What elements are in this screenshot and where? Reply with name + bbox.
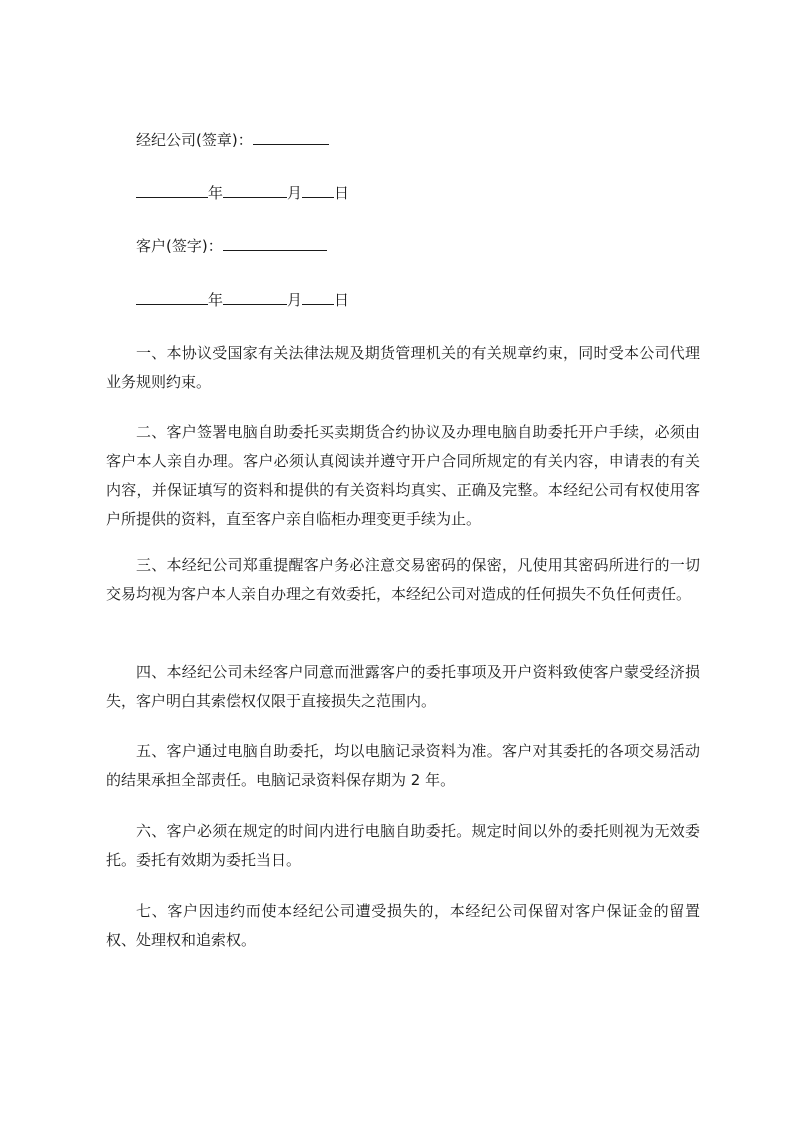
client-signature-label: 客户(签字)： <box>136 237 223 255</box>
client-signature-line <box>136 236 327 256</box>
broker-signature-blank <box>253 130 329 145</box>
clause-2: 二、客户签署电脑自助委托买卖期货合约协议及办理电脑自助委托开户手续，必须由客户本人亲自办理。客户必须认真阅读并遵守开户合同所规定的有关内容，申请表的有关内容，并保证填写的资料和提供的有关资料均真实、正确及完整。本经纪公司有权使用客户所提供的资料，直至客户亲自临柜办理变更手续为止。 <box>106 423 700 528</box>
broker-signature-label: 经纪公司(签章)： <box>136 131 253 149</box>
client-signature-blank <box>223 236 327 251</box>
clause-4: 四、本经纪公司未经客户同意而泄露客户的委托事项及开户资料致使客户蒙受经济损失，客户明白其索偿权仅限于直接损失之范围内。 <box>106 663 700 710</box>
clause-3: 三、本经纪公司郑重提醒客户务必注意交易密码的保密，凡使用其密码所进行的一切交易均视为客户本人亲自办理之有效委托，本经纪公司对造成的任何损失不负任何责任。 <box>106 556 700 603</box>
broker-day-label: 日 <box>334 184 350 202</box>
broker-date-line <box>136 183 349 203</box>
broker-signature-line <box>136 130 329 150</box>
client-year-label: 年 <box>208 291 224 309</box>
broker-month-blank <box>223 183 287 198</box>
client-month-blank <box>223 290 287 305</box>
clause-6: 六、客户必须在规定的时间内进行电脑自助委托。规定时间以外的委托则视为无效委托。委托有效期为委托当日。 <box>106 822 700 869</box>
broker-year-blank <box>136 183 208 198</box>
broker-month-label: 月 <box>287 184 303 202</box>
broker-year-label: 年 <box>208 184 224 202</box>
client-year-blank <box>136 290 208 305</box>
clause-1: 一、本协议受国家有关法律法规及期货管理机关的有关规章约束，同时受本公司代理业务规则约束。 <box>106 344 700 391</box>
clause-5: 五、客户通过电脑自助委托，均以电脑记录资料为准。客户对其委托的各项交易活动的结果承担全部责任。电脑记录资料保存期为 2 年。 <box>106 742 700 789</box>
client-month-label: 月 <box>287 291 303 309</box>
client-day-blank <box>302 290 334 305</box>
client-date-line <box>136 290 349 310</box>
clause-7: 七、客户因违约而使本经纪公司遭受损失的，本经纪公司保留对客户保证金的留置权、处理权和追索权。 <box>106 902 700 949</box>
client-day-label: 日 <box>334 291 350 309</box>
broker-day-blank <box>302 183 334 198</box>
